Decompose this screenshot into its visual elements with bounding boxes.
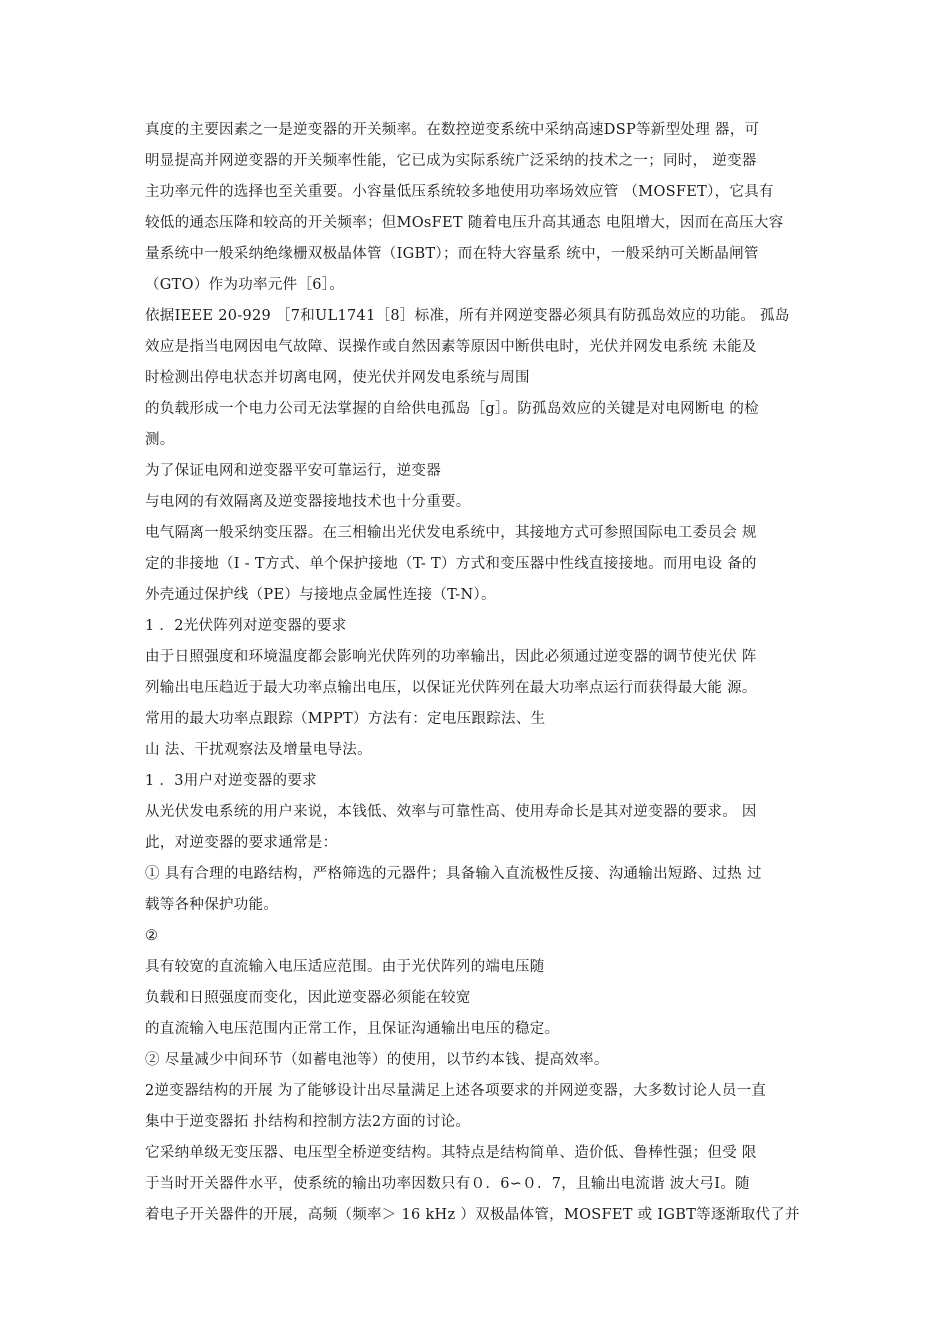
text-line: 主功率元件的选择也至关重要。小容量低压系统较多地使用功率场效应管 （MOSFET），它具有 <box>145 184 774 200</box>
text-line: 量系统中一般采纳绝缘栅双极晶体管（IGBT）；而在特大容量系 统中，一般采纳可关断晶闸管 <box>145 246 759 262</box>
text-line: 负载和日照强度而变化，因此逆变器必须能在较宽 <box>145 990 471 1006</box>
text-line: 2逆变器结构的开展 为了能够设计出尽量满足上述各项要求的并网逆变器，大多数讨论人员一直 <box>145 1083 767 1099</box>
section-heading: 1 ．2光伏阵列对逆变器的要求 <box>145 618 347 634</box>
text-line: 的负载形成一个电力公司无法掌握的自给供电孤岛［g］。防孤岛效应的关键是对电网断电 的检 <box>145 401 760 417</box>
text-line: 明显提高并网逆变器的开关频率性能，它已成为实际系统广泛采纳的技术之一；同时， 逆变器 <box>145 153 757 169</box>
text-line: 外壳通过保护线（PE）与接地点金属性连接（T-N）。 <box>145 587 496 603</box>
text-line: 电气隔离一般采纳变压器。在三相输出光伏发电系统中，其接地方式可参照国际电工委员会 规 <box>145 525 757 541</box>
text-line: 集中于逆变器拓 扑结构和控制方法2方面的讨论。 <box>145 1114 471 1130</box>
section-heading: 1 ．3用户对逆变器的要求 <box>145 773 317 789</box>
text-line: 效应是指当电网因电气故障、误操作或自然因素等原因中断供电时，光伏并网发电系统 未能及 <box>145 339 757 355</box>
text-line: 测。 <box>145 432 175 448</box>
text-line: 具有较宽的直流输入电压适应范围。由于光伏阵列的端电压随 <box>145 959 545 975</box>
text-line: 定的非接地（I - T方式、单个保护接地（T- T）方式和变压器中性线直接接地。而用电设 备的 <box>145 556 757 572</box>
text-line: 真度的主要因素之一是逆变器的开关频率。在数控逆变系统中采纳高速DSP等新型处理 器，可 <box>145 122 760 138</box>
text-line: 此，对逆变器的要求通常是： <box>145 835 338 851</box>
text-line: 依据IEEE 20-929 ［7和UL1741［8］标准，所有并网逆变器必须具有防孤岛效应的功能。 孤岛 <box>145 308 790 324</box>
text-line: ① 具有合理的电路结构，严格筛选的元器件；具备输入直流极性反接、沟通输出短路、过热 过 <box>145 866 762 882</box>
text-line: 的直流输入电压范围内正常工作，且保证沟通输出电压的稳定。 <box>145 1021 560 1037</box>
text-line: 载等各种保护功能。 <box>145 897 279 913</box>
text-line: 与电网的有效隔离及逆变器接地技术也十分重要。 <box>145 494 471 510</box>
text-line: （GTO）作为功率元件［6］。 <box>145 277 345 293</box>
text-line: 从光伏发电系统的用户来说，本钱低、效率与可靠性高、使用寿命长是其对逆变器的要求。 因 <box>145 804 757 820</box>
text-line: ② 尽量减少中间环节（如蓄电池等）的使用，以节约本钱、提高效率。 <box>145 1052 609 1068</box>
text-line: 为了保证电网和逆变器平安可靠运行，逆变器 <box>145 463 441 479</box>
text-line: 列输出电压趋近于最大功率点输出电压，以保证光伏阵列在最大功率点运行而获得最大能 源。 <box>145 680 757 696</box>
text-line: 着电子开关器件的开展，高频（频率＞ 16 kHz ）双极晶体管，MOSFET 或 IGBT等逐渐取代了并 <box>145 1207 800 1223</box>
text-line: 它采纳单级无变压器、电压型全桥逆变结构。其特点是结构简单、造价低、鲁棒性强；但受 限 <box>145 1145 757 1161</box>
text-line: 时检测出停电状态并切离电网，使光伏并网发电系统与周围 <box>145 370 530 386</box>
text-line: 由于日照强度和环境温度都会影响光伏阵列的功率输出，因此必须通过逆变器的调节使光伏 阵 <box>145 649 757 665</box>
text-line: 较低的通态压降和较高的开关频率；但MOsFET 随着电压升高其通态 电阻增大，因而在高压大容 <box>145 215 784 231</box>
text-line: 于当时开关器件水平，使系统的输出功率因数只有０．6∽０．7，且输出电流谐 波大弓I。随 <box>145 1176 750 1192</box>
text-line: 常用的最大功率点跟踪（MPPT）方法有：定电压跟踪法、生 <box>145 711 546 727</box>
text-line: ② <box>145 928 159 944</box>
text-line: 山 法、干扰观察法及增量电导法。 <box>145 742 372 758</box>
